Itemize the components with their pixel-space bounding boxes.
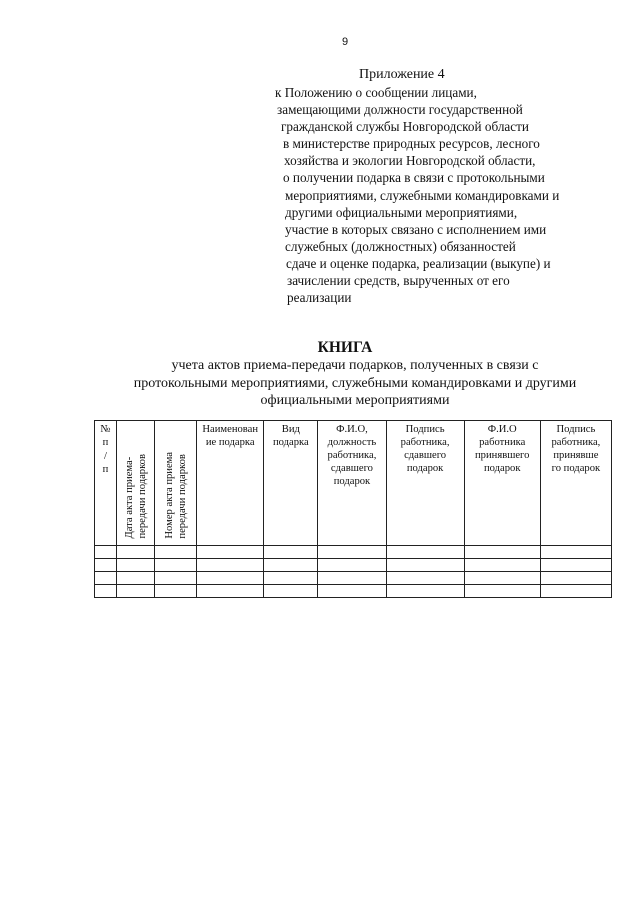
column-header-label: № п / п — [100, 424, 111, 476]
table-cell — [95, 585, 117, 598]
table-cell — [264, 546, 318, 559]
appendix-line: зачислении средств, вырученных от его — [287, 273, 510, 289]
table-cell — [464, 572, 540, 585]
book-subtitle-line: официальными мероприятиями — [260, 393, 450, 408]
table-cell — [95, 559, 117, 572]
table-cell — [386, 546, 464, 559]
table-cell — [197, 572, 264, 585]
column-header-act-date — [117, 421, 155, 546]
table-cell — [155, 572, 197, 585]
column-header-label: Ф.И.О, должность работника, сдавшего подарок — [327, 424, 377, 487]
table-cell — [95, 546, 117, 559]
table-cell — [386, 559, 464, 572]
table-cell — [197, 585, 264, 598]
column-header-gift-type — [264, 421, 318, 546]
appendix-line: в министерстве природных ресурсов, лесного — [283, 136, 540, 152]
table-row — [95, 546, 612, 559]
table-cell — [117, 585, 155, 598]
table-row — [95, 585, 612, 598]
table-cell — [197, 546, 264, 559]
appendix-title: Приложение 4 — [359, 67, 445, 82]
column-header-label: Подпись работника, сдавшего подарок — [400, 424, 450, 474]
appendix-line: гражданской службы Новгородской области — [281, 119, 529, 135]
table-cell — [540, 572, 611, 585]
book-title: КНИГА — [317, 339, 373, 356]
column-header-receiver-signature — [540, 421, 611, 546]
table-cell — [540, 585, 611, 598]
column-header-label: Подпись работника, принявше го подарок — [551, 424, 601, 474]
table-cell — [117, 546, 155, 559]
column-header-act-number — [155, 421, 197, 546]
table-cell — [264, 559, 318, 572]
table-cell — [197, 559, 264, 572]
table-cell — [155, 546, 197, 559]
appendix-line: реализации — [287, 290, 352, 306]
table-cell — [155, 585, 197, 598]
column-header-number — [95, 421, 117, 546]
appendix-line: другими официальными мероприятиями, — [285, 204, 518, 220]
appendix-line: к Положению о сообщении лицами, — [275, 85, 477, 100]
column-header-giver-name — [318, 421, 386, 546]
column-header-gift-name — [197, 421, 264, 546]
table-cell — [386, 585, 464, 598]
table-cell — [264, 572, 318, 585]
column-header-receiver-name — [464, 421, 540, 546]
table-row — [95, 559, 612, 572]
appendix-text — [275, 84, 620, 306]
table-cell — [264, 585, 318, 598]
appendix-line: о получении подарка в связи с протокольными — [283, 170, 545, 186]
column-header-label: Наименован ие подарка — [202, 424, 259, 448]
book-subtitle-line: учета актов приема-передачи подарков, полученных в связи с — [171, 358, 539, 373]
appendix-line: участие в которых связано с исполнением ими — [285, 221, 547, 237]
book-subtitle-line: протокольными мероприятиями, служебными командировками и другими — [133, 375, 577, 391]
table-cell — [318, 585, 386, 598]
column-header-giver-signature — [386, 421, 464, 546]
appendix-line: хозяйства и экологии Новгородской области, — [284, 153, 536, 169]
table-cell — [117, 559, 155, 572]
book-subtitle — [95, 357, 615, 410]
table-header-row — [95, 421, 612, 546]
table-cell — [540, 546, 611, 559]
table-cell — [464, 546, 540, 559]
table-cell — [318, 546, 386, 559]
table-cell — [464, 585, 540, 598]
page-number: 9 — [341, 36, 349, 48]
appendix-line: замещающими должности государственной — [277, 102, 523, 118]
column-header-label: Вид подарка — [272, 424, 309, 448]
table-cell — [318, 572, 386, 585]
table-body — [95, 546, 612, 598]
column-header-label: Ф.И.О работника принявшего подарок — [475, 424, 530, 474]
table-cell — [386, 572, 464, 585]
appendix-line: служебных (должностных) обязанностей — [285, 238, 516, 254]
table-cell — [318, 559, 386, 572]
column-header-label: Номер акта приема передачи подарков — [163, 452, 188, 539]
appendix-line: сдаче и оценке подарка, реализации (выкупе) и — [286, 255, 551, 271]
gift-register-table — [94, 420, 612, 598]
appendix-line: мероприятиями, служебными командировками и — [285, 187, 560, 203]
table-row — [95, 572, 612, 585]
table-cell — [464, 559, 540, 572]
table-cell — [540, 559, 611, 572]
table-cell — [95, 572, 117, 585]
table-cell — [155, 559, 197, 572]
column-header-label: Дата акта приема- передачи подарков — [123, 454, 148, 539]
table-cell — [117, 572, 155, 585]
